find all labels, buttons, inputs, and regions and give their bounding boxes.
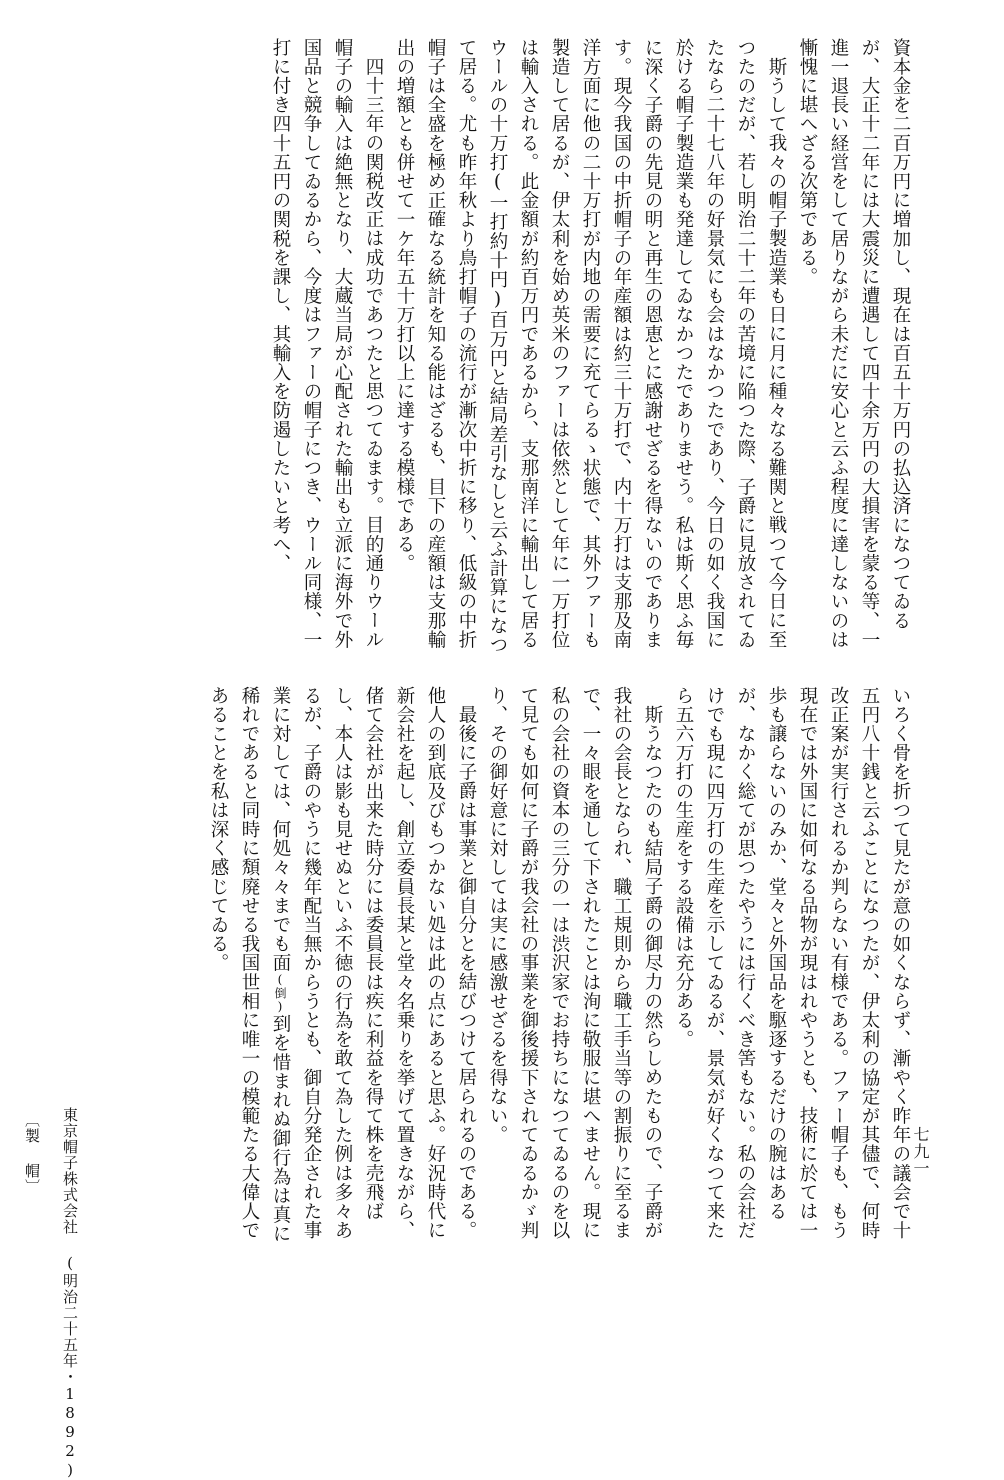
upper-paragraph-3: 四十三年の関税改正は成功であつたと思つてゐます。目的通りウール帽子の輸入は絶無となり、大蔵当局が心配された輸出も立派に海外で外国品と競争してゐるから、今度はファーの帽子につき、ウール同様、一打に付き四十五円の関税を課し、其輸入を防遏したいと考へ、	[270, 38, 384, 650]
upper-text-block	[106, 38, 916, 666]
upper-paragraph-1: 資本金を二百万円に増加し、現在は百五十万円の払込済になつてゐるが、大正十二年には大震災に遭遇して四十余万円の大損害を蒙る等、一進一退長い経営をして居りながら未だに安心と云ふ程度に達しないのは慚愧に堪へざる次第である。	[797, 38, 911, 650]
lower-paragraph-2: 斯うなつたのも結局子爵の御尽力の然らしめたもので、子爵が我社の会長となられ、職工規則から職工手当等の割振りに至るまで、一々眼を通して下されたことは洵に敬服に堪へません。現に私の会社の資本の三分の一は渋沢家でお持ちになつてゐるのを以て見ても如何に子爵が我会社の事業を御後援下されてゐるかゞ判り、その御好意に対しては実に感激せざるを得ない。	[487, 686, 663, 1240]
lower-paragraph-3-start: 最後に子爵は事業と御自分とを結びつけて居られるのである。他人の到底及びもつかない処は此の点にあると思ふ。好況時代に新会社を起し、創立委員長某と堂々名乗りを挙げて置きながら、偖て会社が出来た時分には委員長は疾に利益を得て株を売飛ばし、本人は影も見せぬといふ不徳の行為を敢て為した例は多々あるが、子爵のやうに幾年配当無からうとも、御自分発企された事業に対しては、何処々々までも面	[270, 686, 477, 1240]
lower-paragraph-1: いろく骨を折つて見たが意の如くならず、漸やく昨年の議会で十五円八十銭と云ふことになつたが、伊太利の協定が其儘で、何時改正案が実行されるか判らない有様である。ファー帽子も、もう現在では外国に如何なる品物が現はれやうとも、技術に於ては一歩も譲らないのみか、堂々と外国品を駆逐するだけの腕はあるが、なかく総てが思つたやうには行くべき筈もない。私の会社だけでも現に四万打の生産を示してゐるが、景気が好くなつて来たら五六万打の生産をする設備は充分ある。	[673, 686, 911, 1240]
editor-gloss: (倒)	[273, 972, 287, 1015]
section-label: 〔製 帽〕	[23, 1112, 41, 1195]
upper-paragraph-2: 斯うして我々の帽子製造業も日に月に種々なる難関と戦つて今日に至つたのだが、若し明治二十二年の苦境に陥つた際、子爵に見放されてゐたなら二十七八年の好景気にも会はなかつたであり、今日の如く我国に於ける帽子製造業も発達してゐなかつたでありませう。私は斯く思ふ毎に深く子爵の先見の明と再生の恩恵とに感謝せざるを得ないのであります。現今我国の中折帽子の年産額は約三十万打で、内十万打は支那及南洋方面に他の二十万打が内地の需要に充てらるゝ状態で、其外ファーも製造して居るが、伊太利を始め英米のファーは依然として年に一万打位は輸入される。此金額が約百万円であるから、支那南洋に輸出して居るウールの十万打(一打約十円)百万円と結局差引なしと云ふ計算になつて居る。尤も昨年秋より鳥打帽子の流行が漸次中折に移り、低級の中折帽子は全盛を極め正確なる統計を知る能はざるも、目下の産額は支那輸出の増額とも併せて一ケ年五十万打以上に達する模様である。	[394, 38, 787, 655]
page-number: 七九一	[911, 1126, 930, 1177]
lower-text-block	[116, 686, 916, 1246]
lower-paragraph-3	[203, 686, 482, 1246]
lower-paragraph-3-end: 到を惜まれぬ御行為は真に稀れであると同時に頽廃せる我国世相に唯一の模範たる大偉人であることを私は深く感じてゐる。	[208, 686, 291, 1244]
company-heading: 東京帽子株式会社 (明治二十五年・1892)	[61, 1107, 79, 1480]
